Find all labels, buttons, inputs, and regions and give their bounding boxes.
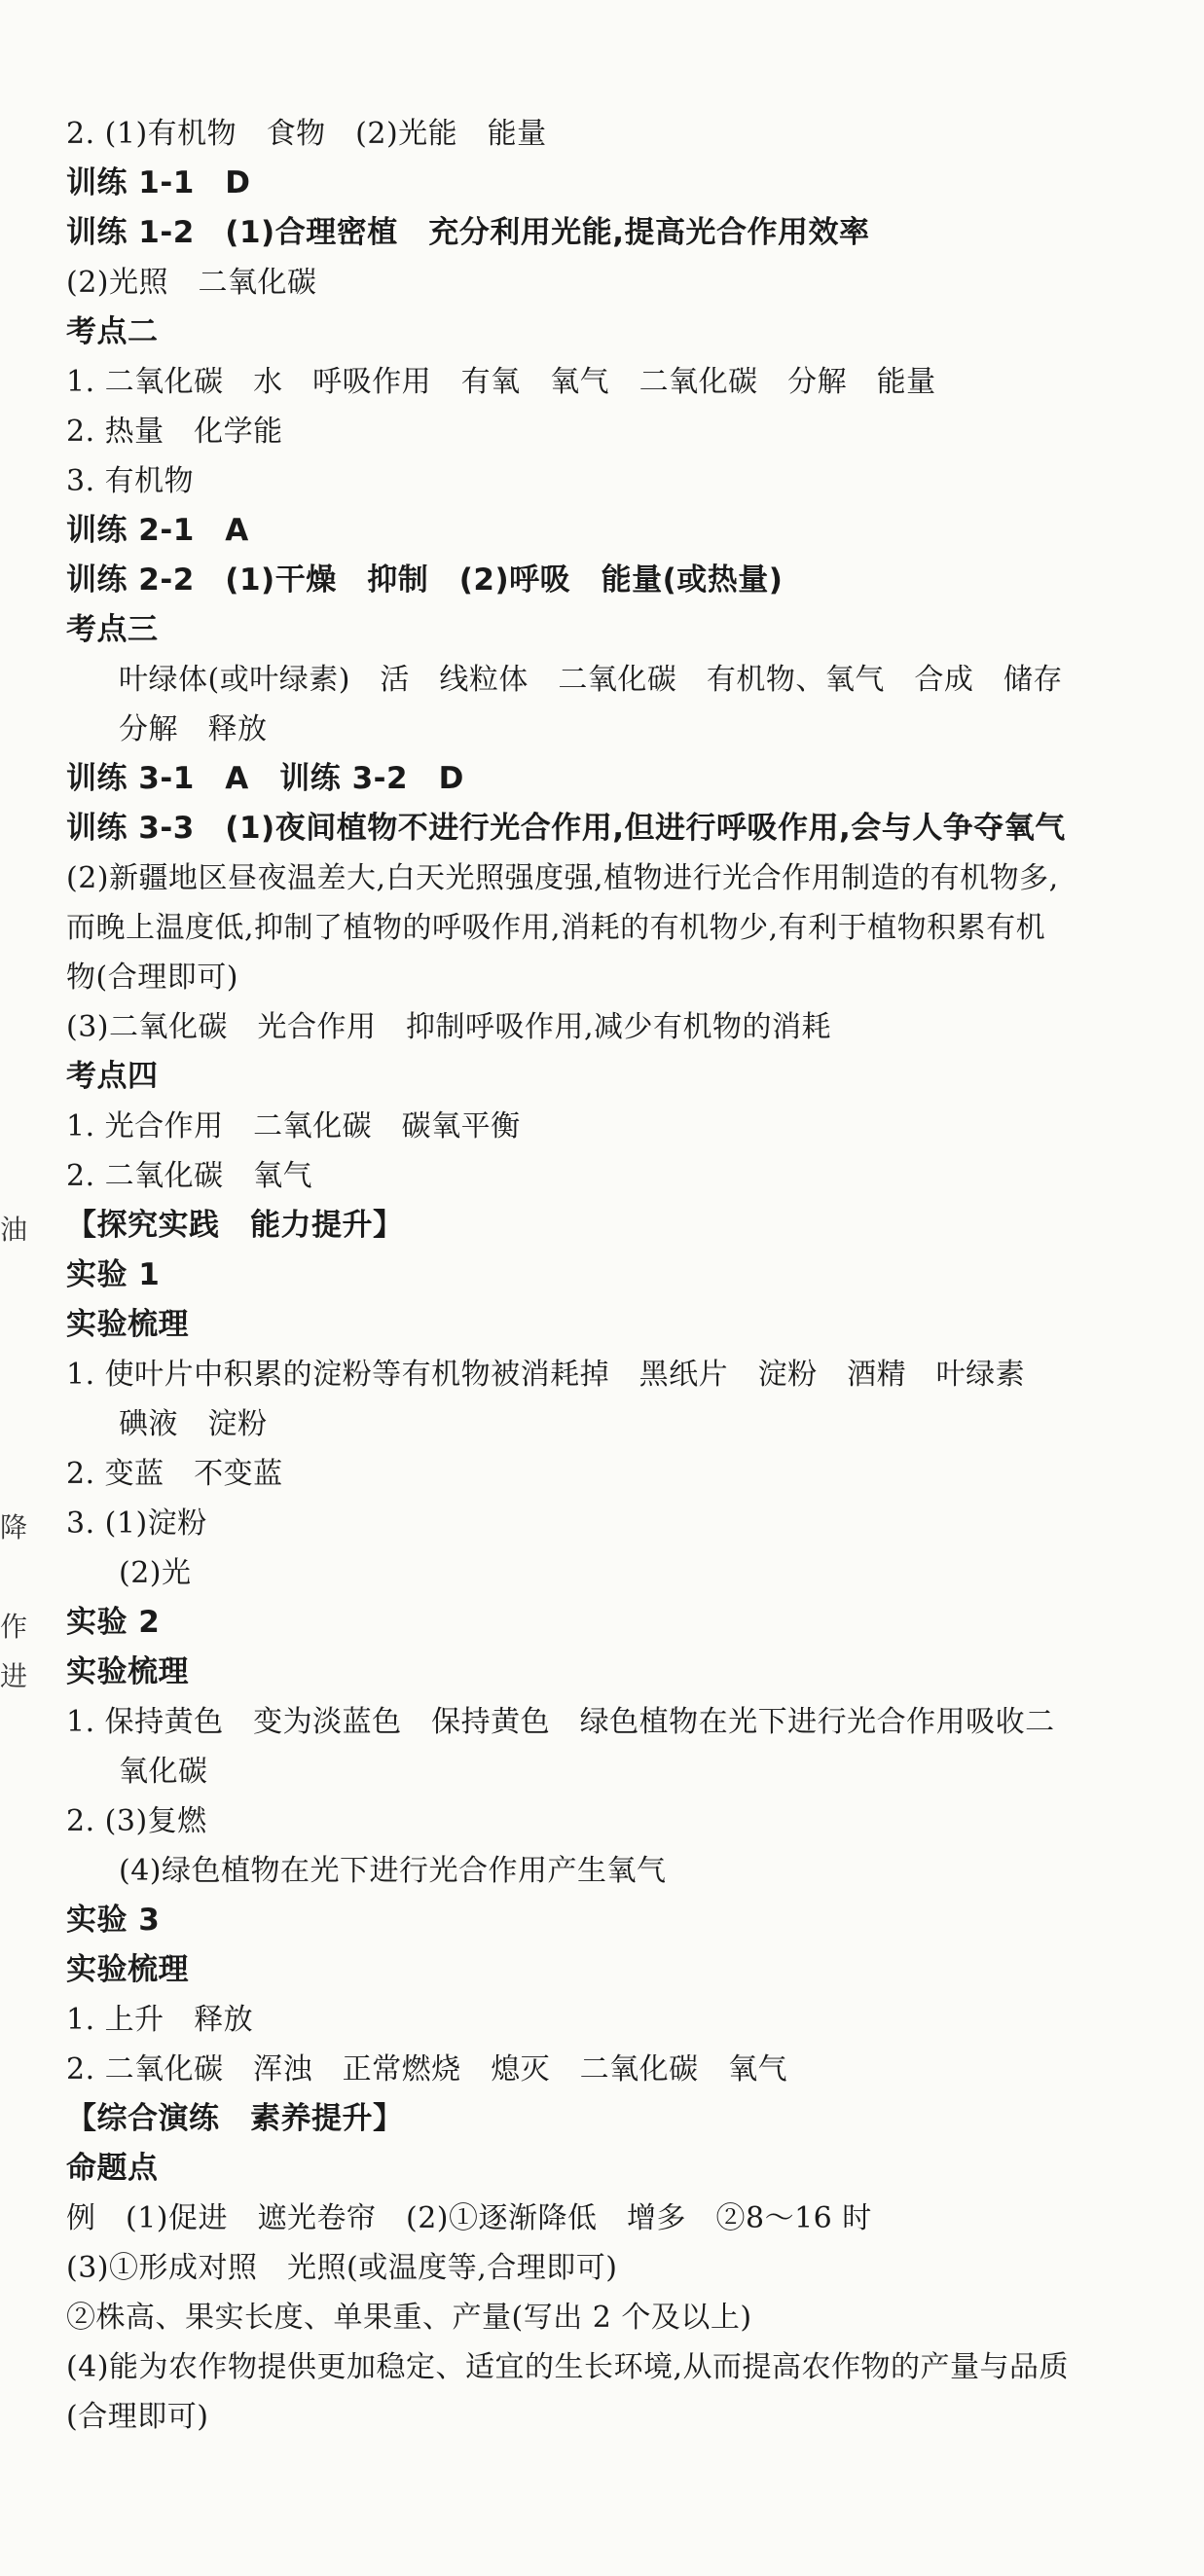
section-heading: 实验梳理 bbox=[66, 1654, 189, 1689]
answer-line: 2. 二氧化碳 浑浊 正常燃烧 熄灭 二氧化碳 氧气 bbox=[66, 2052, 788, 2086]
answer-line: 2. 变蓝 不变蓝 bbox=[66, 1457, 283, 1491]
answer-line: 1. 光合作用 二氧化碳 碳氧平衡 bbox=[66, 1109, 521, 1143]
answer-line: 物(合理即可) bbox=[66, 961, 238, 995]
answer-line: 碘液 淀粉 bbox=[119, 1407, 268, 1441]
section-heading: 训练 3-1 A 训练 3-2 D bbox=[66, 761, 464, 796]
answer-line: (2)新疆地区昼夜温差大,白天光照强度强,植物进行光合作用制造的有机物多, bbox=[66, 861, 1059, 895]
answer-line: 2. 二氧化碳 氧气 bbox=[66, 1159, 313, 1193]
answer-line: 1. 保持黄色 变为淡蓝色 保持黄色 绿色植物在光下进行光合作用吸收二 bbox=[66, 1705, 1055, 1739]
margin-fragment: 作 bbox=[0, 1611, 28, 1643]
answer-line: ②株高、果实长度、单果重、产量(写出 2 个及以上) bbox=[66, 2301, 752, 2335]
answer-line: (3)二氧化碳 光合作用 抑制呼吸作用,减少有机物的消耗 bbox=[66, 1010, 832, 1044]
section-heading: 训练 2-1 A bbox=[66, 513, 249, 548]
section-heading: 考点二 bbox=[66, 314, 159, 349]
section-heading: 实验 1 bbox=[66, 1257, 161, 1292]
answer-line: 1. 二氧化碳 水 呼吸作用 有氧 氧气 二氧化碳 分解 能量 bbox=[66, 365, 936, 399]
answer-line: (2)光 bbox=[119, 1556, 192, 1590]
answer-line: 3. (1)淀粉 bbox=[66, 1506, 207, 1541]
section-heading: 【综合演练 素养提升】 bbox=[66, 2101, 404, 2136]
section-heading: 实验 3 bbox=[66, 1903, 161, 1938]
section-heading: 训练 1-1 D bbox=[66, 165, 251, 200]
answer-line: 分解 释放 bbox=[119, 712, 268, 746]
answer-line: (4)能为农作物提供更加稳定、适宜的生长环境,从而提高农作物的产量与品质 bbox=[66, 2350, 1070, 2384]
answer-line: (4)绿色植物在光下进行光合作用产生氧气 bbox=[119, 1854, 667, 1888]
answer-line: (3)①形成对照 光照(或温度等,合理即可) bbox=[66, 2251, 618, 2285]
section-heading: 训练 2-2 (1)干燥 抑制 (2)呼吸 能量(或热量) bbox=[66, 562, 784, 598]
section-heading: 训练 1-2 (1)合理密植 充分利用光能,提高光合作用效率 bbox=[66, 215, 870, 250]
margin-fragment: 进 bbox=[0, 1660, 28, 1692]
answer-line: 例 (1)促进 遮光卷帘 (2)①逐渐降低 增多 ②8～16 时 bbox=[66, 2201, 872, 2235]
section-heading: 命题点 bbox=[66, 2151, 159, 2186]
section-heading: 考点三 bbox=[66, 612, 159, 647]
answer-line: (2)光照 二氧化碳 bbox=[66, 266, 317, 300]
answer-line: 叶绿体(或叶绿素) 活 线粒体 二氧化碳 有机物、氧气 合成 储存 bbox=[119, 663, 1063, 697]
answer-line: 3. 有机物 bbox=[66, 464, 195, 498]
answer-line: 氧化碳 bbox=[119, 1755, 208, 1789]
section-heading: 【探究实践 能力提升】 bbox=[66, 1208, 404, 1243]
margin-fragment: 降 bbox=[0, 1511, 28, 1543]
answer-line: 而晚上温度低,抑制了植物的呼吸作用,消耗的有机物少,有利于植物积累有机 bbox=[66, 911, 1046, 945]
answer-line: 2. 热量 化学能 bbox=[66, 415, 283, 449]
section-heading: 训练 3-3 (1)夜间植物不进行光合作用,但进行呼吸作用,会与人争夺氧气 bbox=[66, 811, 1066, 846]
answer-line: 1. 上升 释放 bbox=[66, 2003, 254, 2037]
section-heading: 实验梳理 bbox=[66, 1307, 189, 1342]
answer-line: 1. 使叶片中积累的淀粉等有机物被消耗掉 黑纸片 淀粉 酒精 叶绿素 bbox=[66, 1358, 1026, 1392]
section-heading: 实验梳理 bbox=[66, 1952, 189, 1987]
answer-line: 2. (1)有机物 食物 (2)光能 能量 bbox=[66, 117, 547, 151]
answer-document bbox=[66, 109, 1165, 2442]
section-heading: 实验 2 bbox=[66, 1605, 161, 1640]
margin-fragment: 油 bbox=[0, 1214, 28, 1246]
answer-line: 2. (3)复燃 bbox=[66, 1804, 207, 1838]
answer-line: (合理即可) bbox=[66, 2400, 209, 2434]
section-heading: 考点四 bbox=[66, 1059, 159, 1094]
